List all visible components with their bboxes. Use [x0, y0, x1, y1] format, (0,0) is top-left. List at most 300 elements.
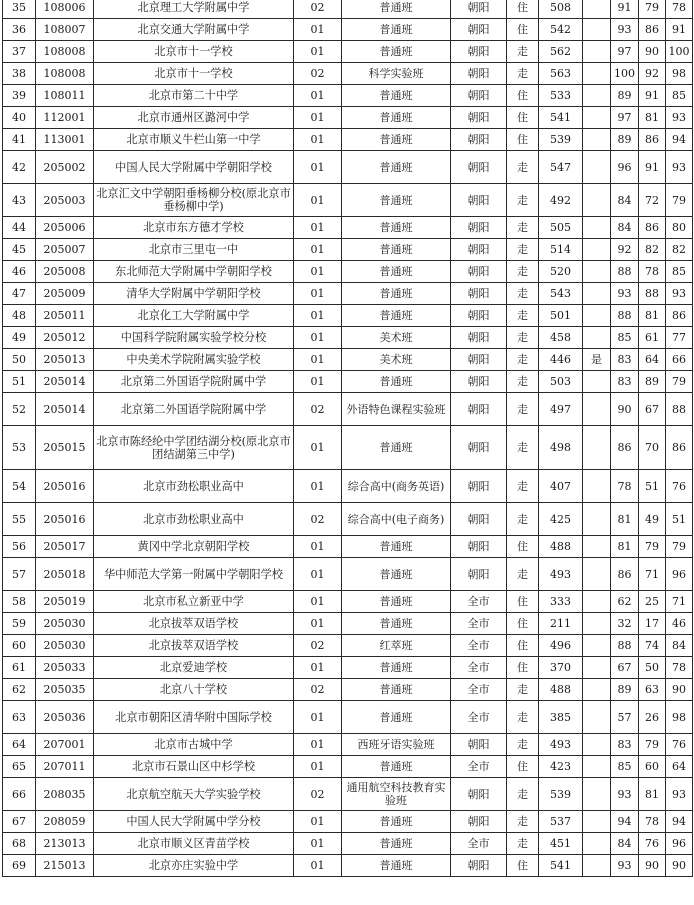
score-c-cell: 88	[666, 393, 693, 426]
score-b-cell: 90	[639, 41, 666, 63]
class-type-cell: 普通班	[342, 613, 451, 635]
total-score-cell: 488	[539, 679, 583, 701]
class-code-cell: 01	[294, 657, 342, 679]
special-flag-cell	[583, 217, 611, 239]
boarding-cell: 住	[507, 591, 539, 613]
class-type-cell: 普通班	[342, 217, 451, 239]
table-row	[3, 558, 693, 591]
score-c-cell: 91	[666, 19, 693, 41]
total-score-cell: 423	[539, 756, 583, 778]
total-score-cell: 541	[539, 855, 583, 877]
district-cell: 全市	[451, 756, 507, 778]
district-cell: 全市	[451, 657, 507, 679]
school-name-cell: 北京爱迪学校	[94, 657, 294, 679]
class-type-cell: 红萃班	[342, 635, 451, 657]
school-code-cell: 108007	[36, 19, 94, 41]
school-code-cell: 205006	[36, 217, 94, 239]
district-cell: 全市	[451, 679, 507, 701]
row-number-cell: 62	[3, 679, 36, 701]
boarding-cell: 走	[507, 371, 539, 393]
school-code-cell: 205016	[36, 503, 94, 536]
row-number-cell: 52	[3, 393, 36, 426]
district-cell: 朝阳	[451, 19, 507, 41]
total-score-cell: 541	[539, 107, 583, 129]
school-name-cell: 中国人民大学附属中学朝阳学校	[94, 151, 294, 184]
special-flag-cell	[583, 613, 611, 635]
class-code-cell: 01	[294, 701, 342, 734]
school-name-cell: 北京交通大学附属中学	[94, 19, 294, 41]
total-score-cell: 537	[539, 811, 583, 833]
special-flag-cell	[583, 239, 611, 261]
class-code-cell: 01	[294, 239, 342, 261]
score-a-cell: 93	[611, 778, 639, 811]
score-a-cell: 88	[611, 635, 639, 657]
score-a-cell: 92	[611, 239, 639, 261]
table-row	[3, 426, 693, 470]
class-type-cell: 美术班	[342, 349, 451, 371]
school-code-cell: 205002	[36, 151, 94, 184]
score-a-cell: 62	[611, 591, 639, 613]
district-cell: 朝阳	[451, 129, 507, 151]
boarding-cell: 住	[507, 19, 539, 41]
school-code-cell: 205008	[36, 261, 94, 283]
boarding-cell: 走	[507, 151, 539, 184]
total-score-cell: 493	[539, 558, 583, 591]
school-code-cell: 205017	[36, 536, 94, 558]
boarding-cell: 走	[507, 503, 539, 536]
school-name-cell: 北京市东方德才学校	[94, 217, 294, 239]
row-number-cell: 44	[3, 217, 36, 239]
special-flag-cell	[583, 19, 611, 41]
table-row	[3, 151, 693, 184]
school-name-cell: 北京市古城中学	[94, 734, 294, 756]
table-row	[3, 217, 693, 239]
school-name-cell: 中国人民大学附属中学分校	[94, 811, 294, 833]
score-b-cell: 81	[639, 107, 666, 129]
row-number-cell: 57	[3, 558, 36, 591]
score-b-cell: 91	[639, 151, 666, 184]
row-number-cell: 61	[3, 657, 36, 679]
score-c-cell: 93	[666, 283, 693, 305]
row-number-cell: 64	[3, 734, 36, 756]
score-b-cell: 67	[639, 393, 666, 426]
class-code-cell: 01	[294, 283, 342, 305]
row-number-cell: 39	[3, 85, 36, 107]
score-a-cell: 84	[611, 184, 639, 217]
table-row	[3, 778, 693, 811]
class-type-cell: 普通班	[342, 107, 451, 129]
score-c-cell: 85	[666, 261, 693, 283]
score-a-cell: 94	[611, 811, 639, 833]
school-name-cell: 北京市陈经纶中学团结湖分校(原北京市团结湖第三中学)	[94, 426, 294, 470]
school-name-cell: 北京第二外国语学院附属中学	[94, 371, 294, 393]
school-code-cell: 207011	[36, 756, 94, 778]
school-name-cell: 北京市十一学校	[94, 41, 294, 63]
boarding-cell: 走	[507, 811, 539, 833]
class-code-cell: 02	[294, 393, 342, 426]
class-code-cell: 02	[294, 778, 342, 811]
district-cell: 朝阳	[451, 536, 507, 558]
special-flag-cell	[583, 85, 611, 107]
special-flag-cell	[583, 129, 611, 151]
row-number-cell: 46	[3, 261, 36, 283]
special-flag-cell	[583, 305, 611, 327]
score-b-cell: 60	[639, 756, 666, 778]
total-score-cell: 508	[539, 0, 583, 19]
total-score-cell: 488	[539, 536, 583, 558]
row-number-cell: 42	[3, 151, 36, 184]
district-cell: 朝阳	[451, 393, 507, 426]
row-number-cell: 47	[3, 283, 36, 305]
boarding-cell: 走	[507, 734, 539, 756]
score-a-cell: 81	[611, 503, 639, 536]
total-score-cell: 492	[539, 184, 583, 217]
score-b-cell: 89	[639, 371, 666, 393]
boarding-cell: 住	[507, 635, 539, 657]
total-score-cell: 563	[539, 63, 583, 85]
class-type-cell: 科学实验班	[342, 63, 451, 85]
school-code-cell: 205036	[36, 701, 94, 734]
total-score-cell: 503	[539, 371, 583, 393]
school-name-cell: 北京市三里屯一中	[94, 239, 294, 261]
score-c-cell: 79	[666, 184, 693, 217]
district-cell: 全市	[451, 591, 507, 613]
school-code-cell: 205015	[36, 426, 94, 470]
district-cell: 全市	[451, 613, 507, 635]
school-code-cell: 113001	[36, 129, 94, 151]
special-flag-cell	[583, 536, 611, 558]
score-b-cell: 64	[639, 349, 666, 371]
row-number-cell: 36	[3, 19, 36, 41]
class-type-cell: 普通班	[342, 756, 451, 778]
special-flag-cell	[583, 657, 611, 679]
school-code-cell: 215013	[36, 855, 94, 877]
boarding-cell: 走	[507, 470, 539, 503]
school-code-cell: 205030	[36, 613, 94, 635]
table-row	[3, 811, 693, 833]
score-a-cell: 89	[611, 85, 639, 107]
total-score-cell: 539	[539, 778, 583, 811]
district-cell: 朝阳	[451, 327, 507, 349]
school-name-cell: 北京理工大学附属中学	[94, 0, 294, 19]
school-code-cell: 213013	[36, 833, 94, 855]
boarding-cell: 住	[507, 129, 539, 151]
class-type-cell: 普通班	[342, 833, 451, 855]
class-code-cell: 02	[294, 679, 342, 701]
boarding-cell: 走	[507, 701, 539, 734]
score-b-cell: 82	[639, 239, 666, 261]
school-name-cell: 北京航空航天大学实验学校	[94, 778, 294, 811]
boarding-cell: 走	[507, 41, 539, 63]
score-c-cell: 64	[666, 756, 693, 778]
table-row	[3, 41, 693, 63]
school-code-cell: 205016	[36, 470, 94, 503]
score-c-cell: 79	[666, 536, 693, 558]
class-code-cell: 01	[294, 327, 342, 349]
special-flag-cell	[583, 811, 611, 833]
class-code-cell: 01	[294, 371, 342, 393]
score-c-cell: 93	[666, 151, 693, 184]
district-cell: 全市	[451, 833, 507, 855]
district-cell: 朝阳	[451, 855, 507, 877]
score-c-cell: 79	[666, 371, 693, 393]
special-flag-cell	[583, 734, 611, 756]
boarding-cell: 住	[507, 85, 539, 107]
total-score-cell: 533	[539, 85, 583, 107]
total-score-cell: 543	[539, 283, 583, 305]
special-flag-cell	[583, 184, 611, 217]
boarding-cell: 住	[507, 613, 539, 635]
score-b-cell: 51	[639, 470, 666, 503]
row-number-cell: 66	[3, 778, 36, 811]
district-cell: 朝阳	[451, 426, 507, 470]
school-code-cell: 205012	[36, 327, 94, 349]
special-flag-cell	[583, 151, 611, 184]
class-type-cell: 普通班	[342, 239, 451, 261]
score-c-cell: 100	[666, 41, 693, 63]
boarding-cell: 走	[507, 558, 539, 591]
district-cell: 朝阳	[451, 261, 507, 283]
row-number-cell: 68	[3, 833, 36, 855]
total-score-cell: 458	[539, 327, 583, 349]
special-flag-cell	[583, 701, 611, 734]
table-row	[3, 470, 693, 503]
school-code-cell: 205014	[36, 371, 94, 393]
school-code-cell: 208035	[36, 778, 94, 811]
district-cell: 朝阳	[451, 778, 507, 811]
score-c-cell: 85	[666, 85, 693, 107]
score-c-cell: 78	[666, 0, 693, 19]
school-code-cell: 205035	[36, 679, 94, 701]
row-number-cell: 37	[3, 41, 36, 63]
score-b-cell: 81	[639, 778, 666, 811]
boarding-cell: 走	[507, 349, 539, 371]
school-code-cell: 205011	[36, 305, 94, 327]
score-a-cell: 100	[611, 63, 639, 85]
school-name-cell: 北京市私立新亚中学	[94, 591, 294, 613]
total-score-cell: 370	[539, 657, 583, 679]
score-b-cell: 17	[639, 613, 666, 635]
score-b-cell: 49	[639, 503, 666, 536]
class-type-cell: 普通班	[342, 701, 451, 734]
total-score-cell: 505	[539, 217, 583, 239]
table-row	[3, 833, 693, 855]
score-b-cell: 79	[639, 0, 666, 19]
class-type-cell: 普通班	[342, 679, 451, 701]
class-type-cell: 普通班	[342, 305, 451, 327]
table-row	[3, 734, 693, 756]
table-row	[3, 327, 693, 349]
school-name-cell: 北京市顺义区青苗学校	[94, 833, 294, 855]
row-number-cell: 48	[3, 305, 36, 327]
school-name-cell: 北京拔萃双语学校	[94, 613, 294, 635]
class-type-cell: 普通班	[342, 0, 451, 19]
boarding-cell: 住	[507, 107, 539, 129]
row-number-cell: 50	[3, 349, 36, 371]
class-type-cell: 普通班	[342, 426, 451, 470]
district-cell: 朝阳	[451, 470, 507, 503]
total-score-cell: 562	[539, 41, 583, 63]
class-type-cell: 综合高中(商务英语)	[342, 470, 451, 503]
district-cell: 朝阳	[451, 0, 507, 19]
score-c-cell: 80	[666, 217, 693, 239]
district-cell: 朝阳	[451, 217, 507, 239]
special-flag-cell	[583, 833, 611, 855]
district-cell: 朝阳	[451, 63, 507, 85]
score-b-cell: 86	[639, 217, 666, 239]
row-number-cell: 59	[3, 613, 36, 635]
table-row	[3, 184, 693, 217]
score-a-cell: 91	[611, 0, 639, 19]
score-b-cell: 74	[639, 635, 666, 657]
special-flag-cell	[583, 393, 611, 426]
school-name-cell: 北京化工大学附属中学	[94, 305, 294, 327]
class-code-cell: 01	[294, 613, 342, 635]
table-row	[3, 85, 693, 107]
class-type-cell: 普通班	[342, 591, 451, 613]
score-c-cell: 90	[666, 855, 693, 877]
school-name-cell: 北京市朝阳区清华附中国际学校	[94, 701, 294, 734]
score-a-cell: 81	[611, 536, 639, 558]
score-b-cell: 92	[639, 63, 666, 85]
score-a-cell: 67	[611, 657, 639, 679]
score-b-cell: 79	[639, 536, 666, 558]
score-a-cell: 89	[611, 129, 639, 151]
score-a-cell: 88	[611, 261, 639, 283]
score-c-cell: 82	[666, 239, 693, 261]
class-code-cell: 01	[294, 426, 342, 470]
boarding-cell: 走	[507, 63, 539, 85]
total-score-cell: 514	[539, 239, 583, 261]
table-row	[3, 129, 693, 151]
boarding-cell: 住	[507, 536, 539, 558]
class-type-cell: 美术班	[342, 327, 451, 349]
class-code-cell: 01	[294, 756, 342, 778]
score-c-cell: 98	[666, 63, 693, 85]
total-score-cell: 497	[539, 393, 583, 426]
score-a-cell: 90	[611, 393, 639, 426]
special-flag-cell	[583, 778, 611, 811]
boarding-cell: 走	[507, 184, 539, 217]
special-flag-cell	[583, 756, 611, 778]
school-code-cell: 108006	[36, 0, 94, 19]
class-type-cell: 普通班	[342, 41, 451, 63]
boarding-cell: 走	[507, 833, 539, 855]
score-b-cell: 91	[639, 85, 666, 107]
total-score-cell: 520	[539, 261, 583, 283]
score-c-cell: 86	[666, 305, 693, 327]
table-row	[3, 536, 693, 558]
class-code-cell: 02	[294, 635, 342, 657]
special-flag-cell	[583, 503, 611, 536]
total-score-cell: 333	[539, 591, 583, 613]
score-b-cell: 76	[639, 833, 666, 855]
score-b-cell: 61	[639, 327, 666, 349]
row-number-cell: 38	[3, 63, 36, 85]
school-code-cell: 108011	[36, 85, 94, 107]
total-score-cell: 498	[539, 426, 583, 470]
score-a-cell: 88	[611, 305, 639, 327]
table-row	[3, 371, 693, 393]
special-flag-cell	[583, 679, 611, 701]
total-score-cell: 501	[539, 305, 583, 327]
score-a-cell: 83	[611, 371, 639, 393]
score-a-cell: 32	[611, 613, 639, 635]
special-flag-cell	[583, 635, 611, 657]
total-score-cell: 539	[539, 129, 583, 151]
score-c-cell: 86	[666, 426, 693, 470]
total-score-cell: 385	[539, 701, 583, 734]
class-type-cell: 普通班	[342, 184, 451, 217]
score-c-cell: 77	[666, 327, 693, 349]
district-cell: 朝阳	[451, 734, 507, 756]
score-a-cell: 97	[611, 107, 639, 129]
class-code-cell: 01	[294, 184, 342, 217]
school-name-cell: 黄冈中学北京朝阳学校	[94, 536, 294, 558]
school-name-cell: 北京汇文中学朝阳垂杨柳分校(原北京市垂杨柳中学)	[94, 184, 294, 217]
table-row	[3, 613, 693, 635]
score-c-cell: 96	[666, 558, 693, 591]
school-code-cell: 205014	[36, 393, 94, 426]
district-cell: 朝阳	[451, 85, 507, 107]
class-type-cell: 普通班	[342, 371, 451, 393]
school-name-cell: 北京市劲松职业高中	[94, 503, 294, 536]
score-a-cell: 78	[611, 470, 639, 503]
special-flag-cell	[583, 107, 611, 129]
school-name-cell: 中国科学院附属实验学校分校	[94, 327, 294, 349]
total-score-cell: 547	[539, 151, 583, 184]
total-score-cell: 451	[539, 833, 583, 855]
score-b-cell: 79	[639, 734, 666, 756]
district-cell: 朝阳	[451, 283, 507, 305]
special-flag-cell	[583, 426, 611, 470]
special-flag-cell	[583, 63, 611, 85]
table-row	[3, 701, 693, 734]
score-c-cell: 84	[666, 635, 693, 657]
score-a-cell: 86	[611, 558, 639, 591]
score-c-cell: 76	[666, 734, 693, 756]
score-a-cell: 93	[611, 855, 639, 877]
row-number-cell: 67	[3, 811, 36, 833]
class-code-cell: 01	[294, 19, 342, 41]
class-type-cell: 普通班	[342, 558, 451, 591]
special-flag-cell	[583, 0, 611, 19]
table-row	[3, 107, 693, 129]
row-number-cell: 56	[3, 536, 36, 558]
score-b-cell: 63	[639, 679, 666, 701]
boarding-cell: 住	[507, 756, 539, 778]
class-code-cell: 01	[294, 855, 342, 877]
total-score-cell: 496	[539, 635, 583, 657]
class-code-cell: 01	[294, 129, 342, 151]
score-b-cell: 50	[639, 657, 666, 679]
score-b-cell: 86	[639, 129, 666, 151]
row-number-cell: 65	[3, 756, 36, 778]
class-code-cell: 01	[294, 41, 342, 63]
school-code-cell: 205033	[36, 657, 94, 679]
class-type-cell: 通用航空科技教育实验班	[342, 778, 451, 811]
score-a-cell: 89	[611, 679, 639, 701]
class-code-cell: 01	[294, 151, 342, 184]
score-c-cell: 93	[666, 778, 693, 811]
score-b-cell: 25	[639, 591, 666, 613]
total-score-cell: 493	[539, 734, 583, 756]
school-name-cell: 中央美术学院附属实验学校	[94, 349, 294, 371]
special-flag-cell	[583, 283, 611, 305]
special-flag-cell	[583, 558, 611, 591]
class-type-cell: 普通班	[342, 129, 451, 151]
class-code-cell: 01	[294, 261, 342, 283]
